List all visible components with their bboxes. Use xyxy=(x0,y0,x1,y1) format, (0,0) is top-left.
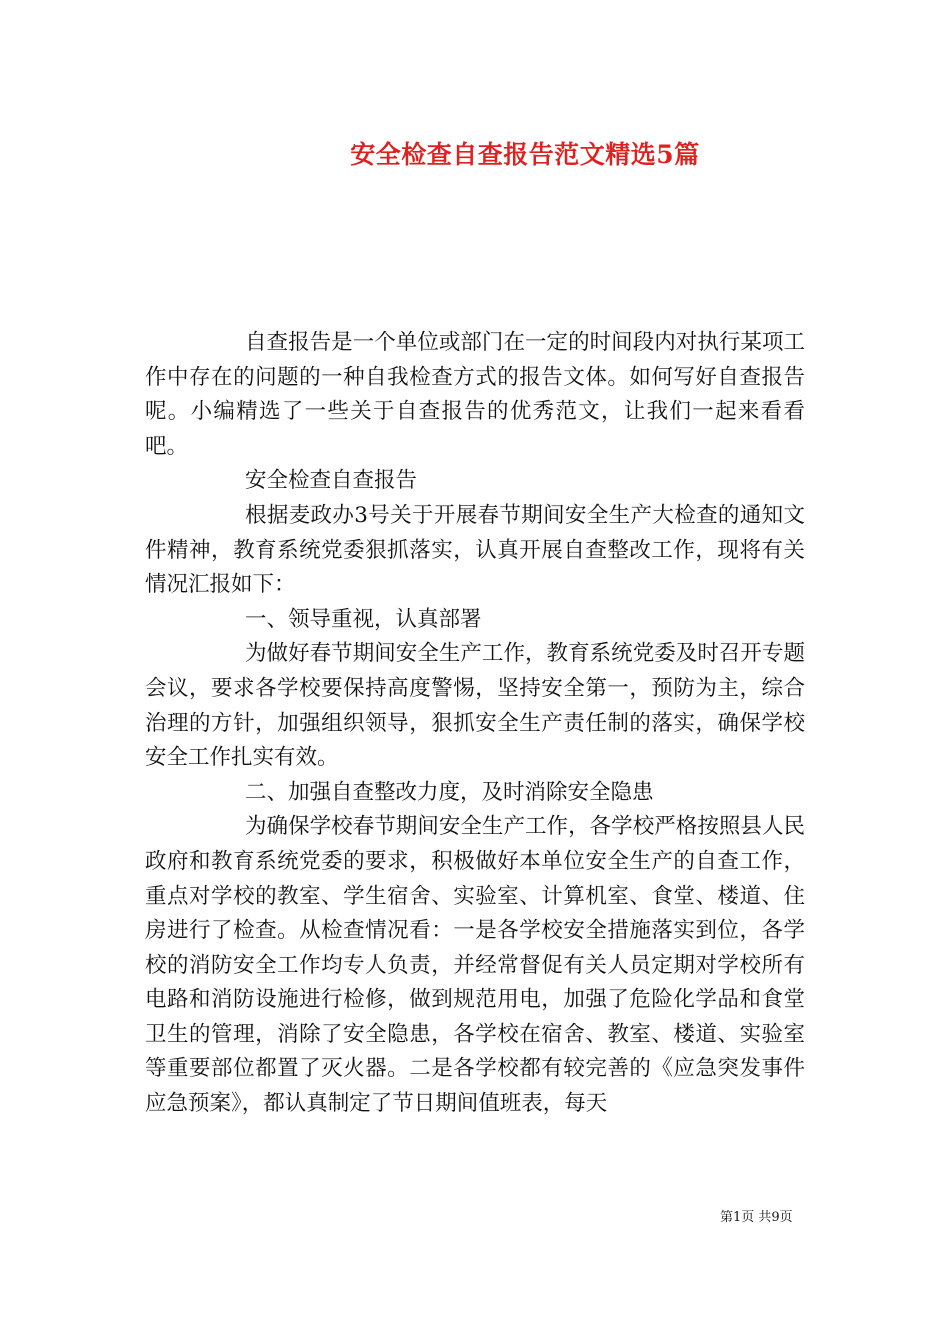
body-paragraph: 为做好春节期间安全生产工作，教育系统党委及时召开专题会议，要求各学校要保持高度警惕，坚持安全第一，预防为主，综合治理的方针，加强组织领导，狠抓安全生产责任制的落实，确保学校安全工作扎实有效。 xyxy=(145,641,805,771)
intro-paragraph: 自查报告是一个单位或部门在一定的时间段内对执行某项工作中存在的问题的一种自我检查方式的报告文体。如何写好自查报告呢。小编精选了一些关于自查报告的优秀范文，让我们一起来看看吧。 xyxy=(145,330,805,459)
body-paragraph: 根据麦政办3号关于开展春节期间安全生产大检查的通知文件精神，教育系统党委狠抓落实，认真开展自查整改工作，现将有关情况汇报如下： xyxy=(145,502,805,598)
section-heading: 安全检查自查报告 xyxy=(245,468,418,494)
document-title: 安全检查自查报告范文精选5篇 xyxy=(350,140,700,169)
document-body xyxy=(145,326,805,1122)
section-heading: 二、加强自查整改力度，及时消除安全隐患 xyxy=(245,779,654,805)
page-number-footer: 第1页 共9页 xyxy=(720,1210,793,1225)
section-heading: 一、领导重视，认真部署 xyxy=(245,606,482,632)
body-paragraph: 为确保学校春节期间安全生产工作，各学校严格按照县人民政府和教育系统党委的要求，积极做好本单位安全生产的自查工作，重点对学校的教室、学生宿舍、实验室、计算机室、食堂、楼道、住房进行了检查。从检查情况看：一是各学校安全措施落实到位，各学校的消防安全工作均专人负责，并经常督促有关人员定期对学校所有电路和消防设施进行检修，做到规范用电，加强了危险化学品和食堂卫生的管理，消除了安全隐患，各学校在宿舍、教室、楼道、实验室等重要部位都置了灭火器。二是各学校都有较完善的《应急突发事件应急预案》，都认真制定了节日期间值班表，每天 xyxy=(145,814,805,1117)
